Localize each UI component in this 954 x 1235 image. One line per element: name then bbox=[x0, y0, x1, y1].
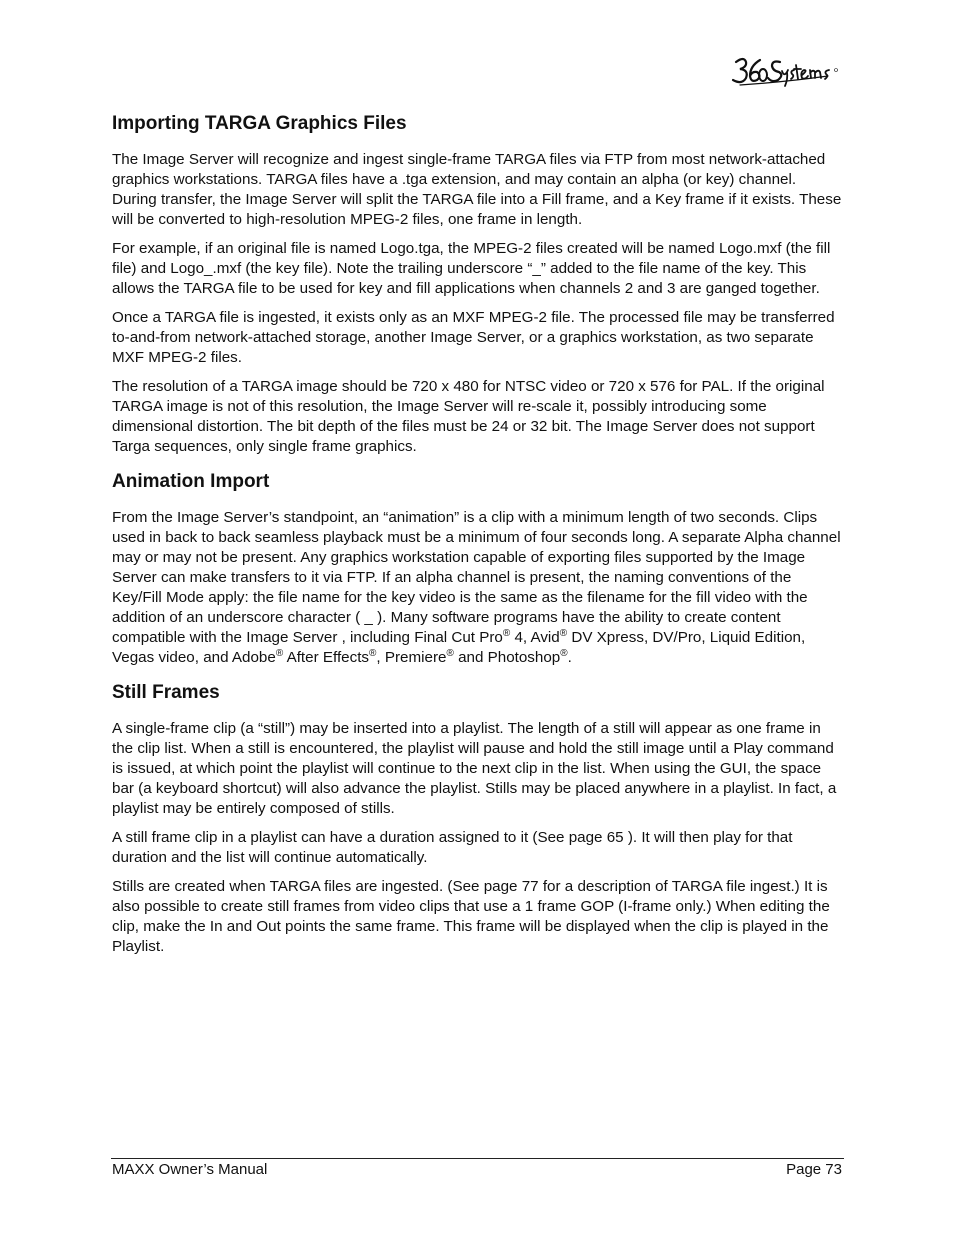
section-heading: Importing TARGA Graphics Files bbox=[112, 113, 407, 134]
page-footer bbox=[111, 1158, 844, 1178]
paragraph: For example, if an original file is named Logo.tga, the MPEG-2 files created will be named Logo.mxf (the fill file) and Logo_.mxf (the key file). Note the trailing underscore “_” added to the file name of the key. This allows the TARGA file to be used for key and fill applications when channels 2 and 3 are ganged together. bbox=[112, 240, 831, 297]
paragraph: A still frame clip in a playlist can have a duration assigned to it (See page 65 ). It will then play for that duration and the list will continue automatically. bbox=[112, 829, 793, 866]
section-animation-import bbox=[112, 470, 844, 668]
page-content bbox=[112, 112, 844, 970]
registered-mark: ® bbox=[446, 647, 454, 659]
section-heading: Animation Import bbox=[112, 471, 270, 492]
text-run: After Effects bbox=[283, 649, 370, 666]
360-systems-logo bbox=[730, 52, 842, 92]
text-run: DV Xpress, DV/Pro, Liquid Edition, Vegas video, and Adobe bbox=[112, 629, 806, 666]
footer-page-number: Page 73 bbox=[786, 1161, 842, 1178]
paragraph: A single-frame clip (a “still”) may be inserted into a playlist. The length of a still will appear as one frame in the clip list. When a still is encountered, the playlist will pause and hold the still image until a Play command is issued, at which point the playlist will continue to the next clip in the list. When using the GUI, the space bar (a keyboard shortcut) will also advance the playlist. Stills may be placed anywhere in a playlist. In fact, a playlist may be entirely composed of stills. bbox=[112, 720, 837, 817]
registered-mark: ® bbox=[275, 647, 284, 659]
registered-mark: ® bbox=[502, 627, 511, 639]
registered-mark: ® bbox=[369, 647, 377, 659]
section-importing-targa bbox=[112, 112, 844, 457]
text-run: 4, Avid bbox=[510, 629, 560, 646]
paragraph: The resolution of a TARGA image should be 720 x 480 for NTSC video or 720 x 576 for PAL. If the original TARGA image is not of this resolution, the Image Server will re-scale it, possibly introducing some dimensional distortion. The bit depth of the files must be 24 or 32 bit. The Image Server does not support Targa sequences, only single frame graphics. bbox=[112, 378, 825, 455]
text-run: , Premiere bbox=[376, 649, 447, 666]
section-heading: Still Frames bbox=[112, 682, 220, 703]
paragraph: The Image Server will recognize and ingest single-frame TARGA files via FTP from most network-attached graphics workstations. TARGA files have a .tga extension, and may contain an alpha (or key) channel. During transfer, the Image Server will split the TARGA file into a Fill frame, and a Key frame if it exists. These will be converted to high-resolution MPEG-2 files, one frame in length. bbox=[112, 151, 842, 228]
text-run: From the Image Server’s standpoint, an “animation” is a clip with a minimum length of two seconds. Clips used in back to back seamless playback must be a minimum of four seconds long. A separate Alpha channel may or may not be present. Any graphics workstation capable of exporting files supported by the Image Server can make transfers to it via FTP. If an alpha channel is present, the naming conventions of the Key/Fill Mode apply: the file name for the key video is the same as the filename for the fill video with the addition of an underscore character ( _ ). Many software programs have the ability to create content compatible with the Image Server , including Final Cut Pro bbox=[112, 509, 841, 646]
registered-mark: ® bbox=[559, 627, 568, 639]
paragraph bbox=[112, 508, 844, 668]
footer-manual-title: MAXX Owner’s Manual bbox=[112, 1161, 268, 1178]
registered-mark: ® bbox=[560, 647, 568, 659]
paragraph: Once a TARGA file is ingested, it exists only as an MXF MPEG-2 file. The processed file may be transferred to-and-from network-attached storage, another Image Server, or a graphics workstation, as two separate MXF MPEG-2 files. bbox=[112, 309, 835, 366]
paragraph: Stills are created when TARGA files are ingested. (See page 77 for a description of TARGA file ingest.) It is also possible to create still frames from video clips that use a 1 frame GOP (I-frame only.) When editing the clip, make the In and Out points the same frame. This frame will be displayed when the clip is played in the Playlist. bbox=[112, 878, 830, 955]
text-run: and Photoshop bbox=[453, 649, 561, 666]
text-run: . bbox=[567, 649, 572, 666]
section-still-frames bbox=[112, 681, 844, 957]
